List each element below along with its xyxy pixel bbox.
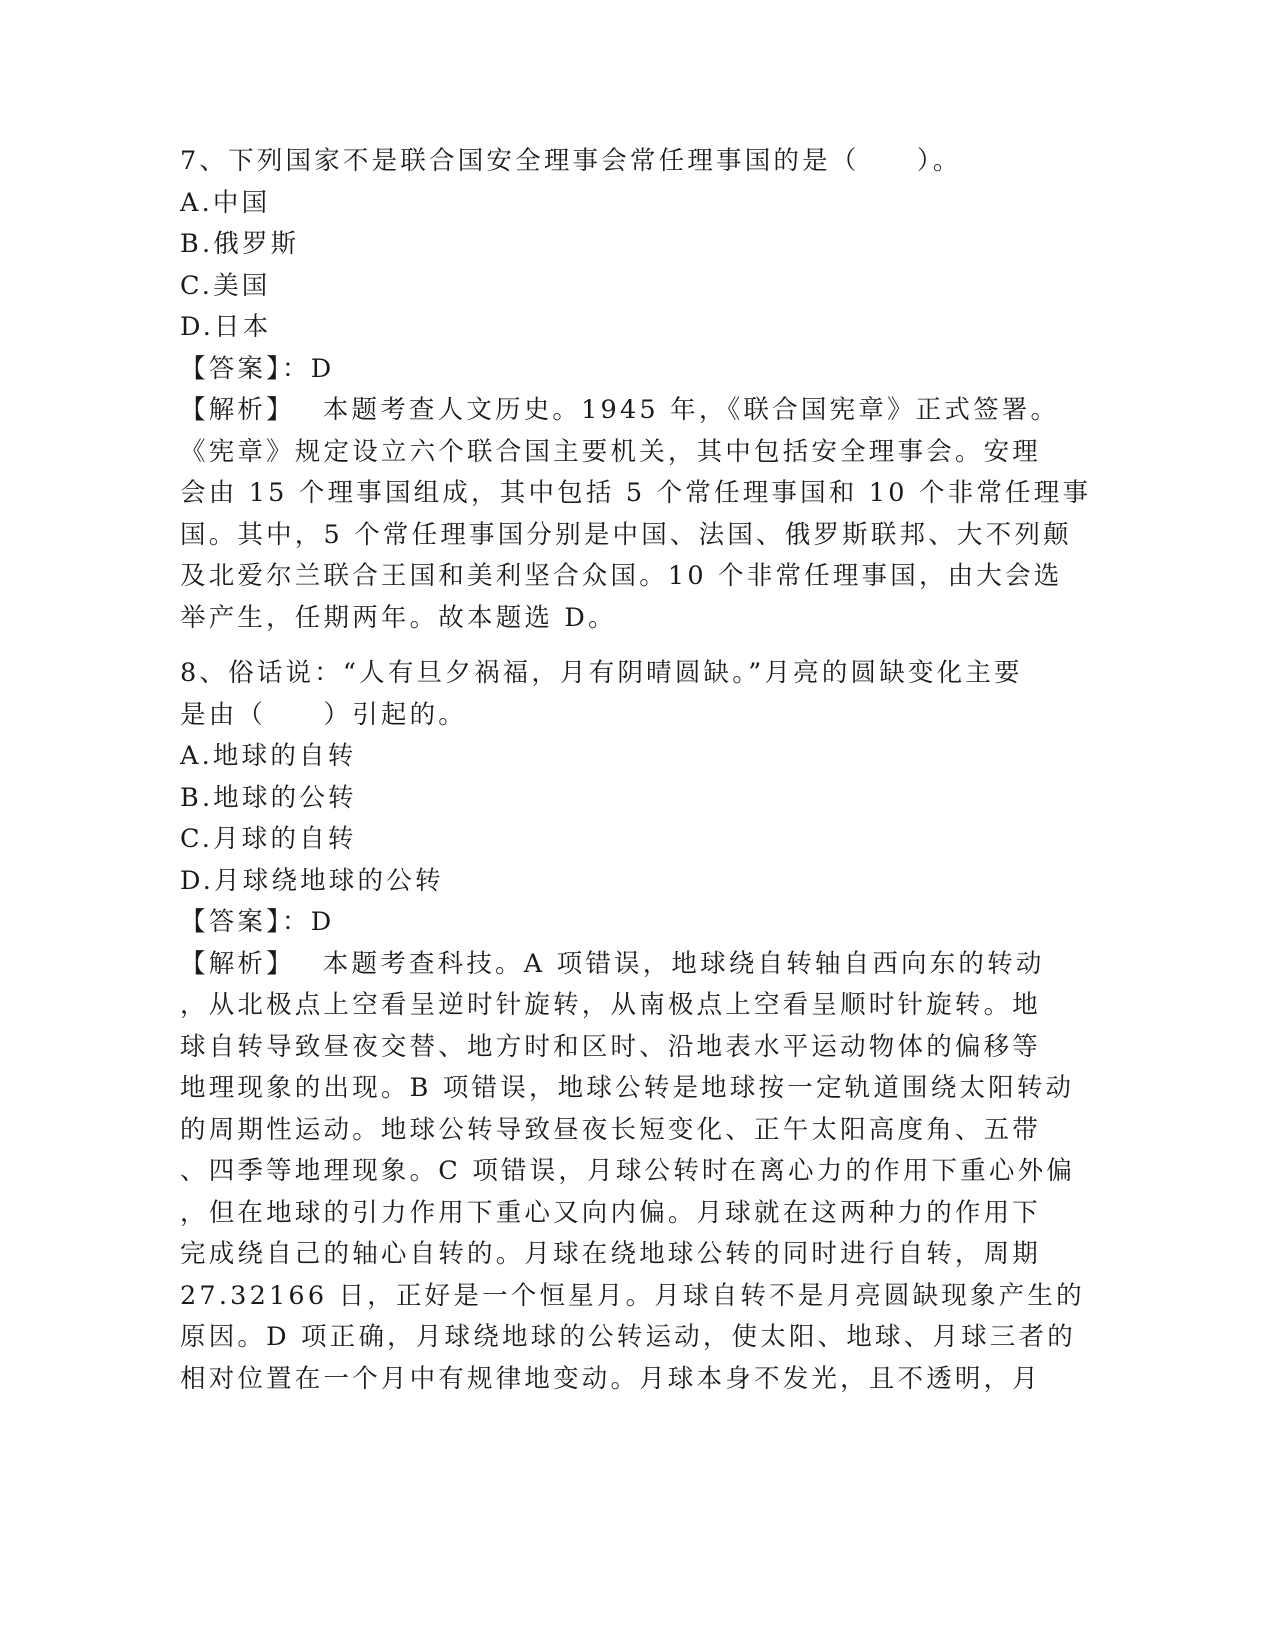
answer-value: D <box>310 353 335 384</box>
analysis-line: 《宪章》规定设立六个联合国主要机关，其中包括安全理事会。安理 <box>180 436 1042 467</box>
answer-label: 【答案】： <box>180 907 311 937</box>
answer-line <box>180 902 1080 944</box>
analysis-text: 本题考查人文历史。1945 年，《联合国宪章》正式签署。 <box>322 395 1060 425</box>
analysis-line: ，但在地球的引力作用下重心又向内偏。月球就在这两种力的作用下 <box>180 1197 1042 1228</box>
analysis-line: 相对位置在一个月中有规律地变动。月球本身不发光，且不透明，月 <box>180 1363 1042 1394</box>
answer-label: 【答案】： <box>180 353 311 384</box>
option-b: B.地球的公转 <box>180 782 357 813</box>
option-a: A.中国 <box>180 187 271 218</box>
analysis-line: 及北爱尔兰联合王国和美利坚合众国。10 个非常任理事国，由大会选 <box>180 561 1063 591</box>
question-7 <box>180 141 1092 639</box>
analysis-line: 地理现象的出现。B 项错误，地球公转是地球按一定轨道围绕太阳转动 <box>180 1073 1075 1103</box>
analysis-line: 、四季等地理现象。C 项错误，月球公转时在离心力的作用下重心外偏 <box>180 1156 1076 1186</box>
document-page <box>180 141 1092 1400</box>
analysis-line: ，从北极点上空看呈逆时针旋转，从南极点上空看呈顺时针旋转。地 <box>180 990 1042 1020</box>
analysis-line: 举产生，任期两年。故本题选 D。 <box>180 602 617 633</box>
option-d: D.月球绕地球的公转 <box>180 865 444 896</box>
analysis-line: 27.32166 日，正好是一个恒星月。月球自转不是月亮圆缺现象产生的 <box>180 1280 1085 1311</box>
question-stem: 8、俗话说：“人有旦夕祸福，月有阴晴圆缺。”月亮的圆缺变化主要 <box>180 658 1023 688</box>
analysis-label: 【解析】 <box>180 395 295 425</box>
analysis-text: 本题考查科技。A 项错误，地球绕自转轴自西向东的转动 <box>322 948 1045 979</box>
option-c: C.月球的自转 <box>180 824 357 854</box>
analysis-line: 的周期性运动。地球公转导致昼夜长短变化、正午太阳高度角、五带 <box>180 1114 1042 1145</box>
question-stem: 7、下列国家不是联合国安全理事会常任理事国的是（ ）。 <box>180 146 962 176</box>
analysis-line: 国。其中，5 个常任理事国分别是中国、法国、俄罗斯联邦、大不列颠 <box>180 519 1072 550</box>
analysis-line: 球自转导致昼夜交替、地方时和区时、沿地表水平运动物体的偏移等 <box>180 1031 1042 1062</box>
question-8 <box>180 653 1085 1400</box>
question-stem: 是由（ ）引起的。 <box>180 699 468 730</box>
answer-value: D <box>310 907 335 937</box>
option-b: B.俄罗斯 <box>180 229 300 259</box>
option-d: D.日本 <box>180 312 272 342</box>
option-c: C.美国 <box>180 270 271 301</box>
answer-line <box>180 349 1080 391</box>
analysis-line: 完成绕自己的轴心自转的。月球在绕地球公转的同时进行自转，周期 <box>180 1239 1042 1269</box>
analysis-line <box>180 390 1080 432</box>
analysis-label: 【解析】 <box>180 948 295 979</box>
analysis-line: 会由 15 个理事国组成，其中包括 5 个常任理事国和 10 个非常任理事 <box>180 478 1092 508</box>
analysis-line <box>180 944 1080 986</box>
analysis-line: 原因。D 项正确，月球绕地球的公转运动，使太阳、地球、月球三者的 <box>180 1322 1076 1352</box>
option-a: A.地球的自转 <box>180 741 357 771</box>
